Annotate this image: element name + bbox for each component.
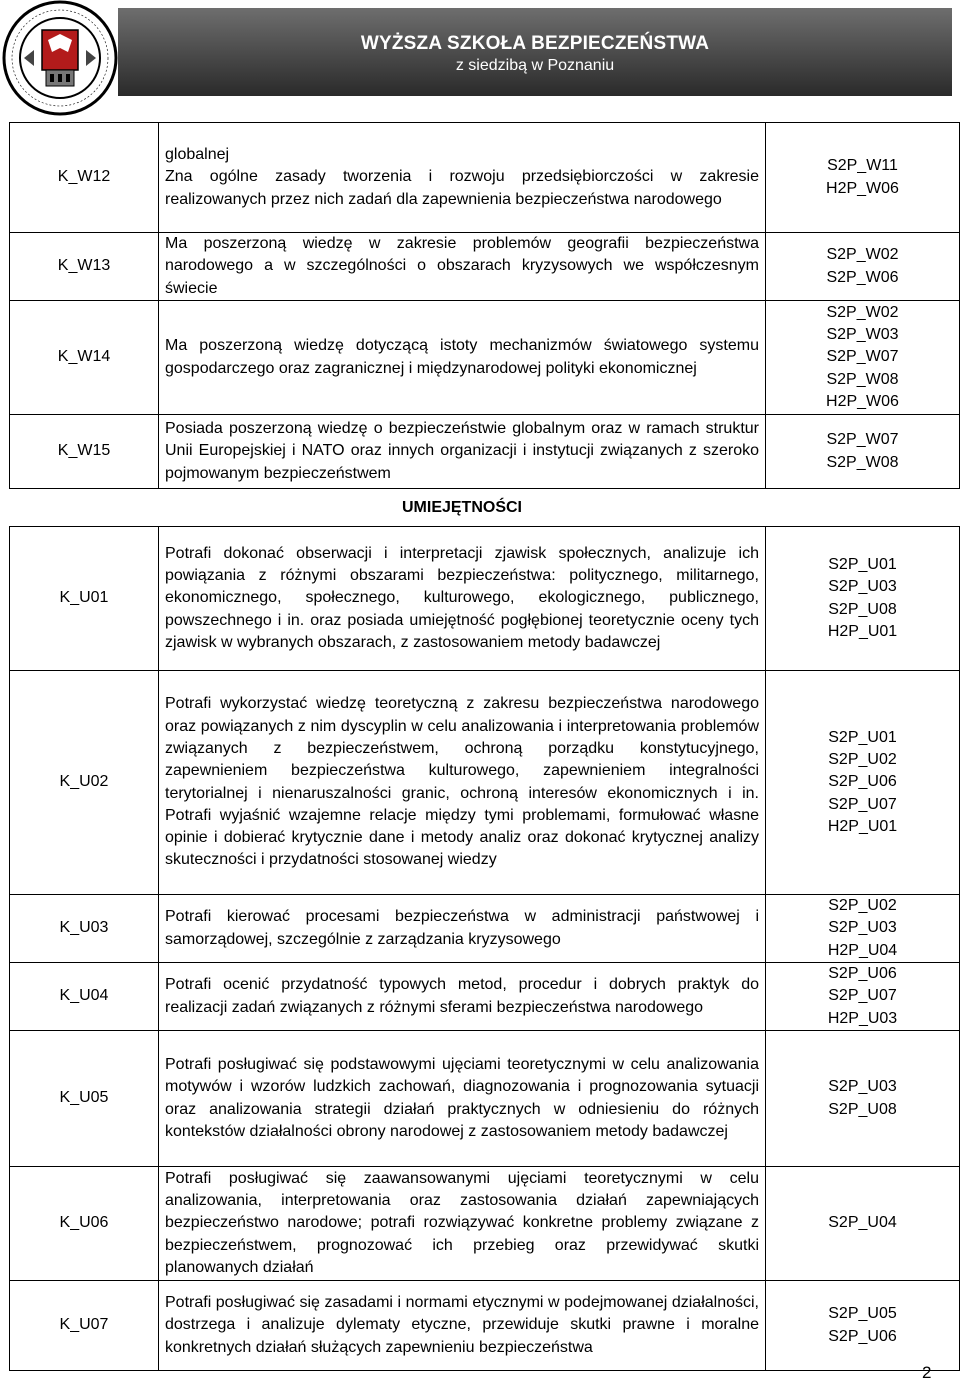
outcome-description: Potrafi wykorzystać wiedzę teoretyczną z zakresu bezpieczeństwa narodowego oraz powiązanych z nim dyscyplin w celu analizowania i interpretowania problemów związanych z bezpieczeństwem, ochroną porządku konstytucyjnego, zapewnieniem bezpieczeństwa kulturowego, zapewnieniem integralności terytorialnej i nienaruszalności granic, ochroną interesów ekonomicznych i in. Potrafi wyjaśnić wzajemne relacje między tymi problemami, formułować własne opinie i dobierać krytycznie dane i metody analiz oraz dokonać krytycznej analizy skuteczności i przydatności stosowanej wiedzy — [159, 671, 766, 895]
outcome-references: S2P_U02 S2P_U03 H2P_U04 — [766, 895, 960, 963]
table-row — [10, 1031, 960, 1167]
outcome-description — [159, 123, 766, 233]
outcome-description: Potrafi ocenić przydatność typowych metod, procedur i dobrych praktyk do realizacji zadań związanych z różnymi sferami bezpieczeństwa narodowego — [159, 963, 766, 1031]
table-row — [10, 123, 960, 233]
outcome-references: S2P_U06 S2P_U07 H2P_U03 — [766, 963, 960, 1031]
outcome-references: S2P_W11 H2P_W06 — [766, 123, 960, 233]
institution-name: WYŻSZA SZKOŁA BEZPIECZEŃSTWA — [360, 33, 710, 54]
section-header-row — [10, 489, 960, 527]
table-row — [10, 415, 960, 489]
outcome-references: S2P_U01 S2P_U03 S2P_U08 H2P_U01 — [766, 527, 960, 671]
outcome-references: S2P_U05 S2P_U06 — [766, 1281, 960, 1371]
outcome-description: Potrafi kierować procesami bezpieczeństwa w administracji państwowej i samorządowej, szczególnie z zarządzania kryzysowego — [159, 895, 766, 963]
outcome-references: S2P_W02 S2P_W03 S2P_W07 S2P_W08 H2P_W06 — [766, 301, 960, 415]
page-number: 2 — [922, 1363, 932, 1382]
outcome-references: S2P_W07 S2P_W08 — [766, 415, 960, 489]
outcome-description: Ma poszerzoną wiedzę dotyczącą istoty mechanizmów światowego systemu gospodarczego oraz zagranicznej i międzynarodowej polityki ekonomicznej — [159, 301, 766, 415]
outcome-code: K_U07 — [10, 1281, 159, 1371]
outcome-code: K_U06 — [10, 1167, 159, 1281]
outcome-code: K_W12 — [10, 123, 159, 233]
outcome-code: K_W13 — [10, 233, 159, 301]
outcome-description: Potrafi dokonać obserwacji i interpretacji zjawisk społecznych, analizuje ich powiązania z różnymi obszarami bezpieczeństwa: politycznego, militarnego, ekonomicznego, społecznego, kulturowego, ekologicznego, publicznego, powszechnego i in. oraz posiada umiejętność pogłębionej teoretycznie oceny tych zjawisk w wybranych obszarach, z zastosowaniem metody badawczej — [159, 527, 766, 671]
outcome-code: K_U02 — [10, 671, 159, 895]
section-title: UMIEJĘTNOŚCI — [401, 499, 522, 517]
description-continuation: globalnej — [165, 146, 230, 164]
outcome-description: Potrafi posługiwać się podstawowymi ujęciami teoretycznymi w celu analizowania motywów i wzorów ludzkich zachowań, diagnozowania i prognozowania sytuacji oraz analizowania strategii działań praktycznych w odniesieniu do różnych kontekstów działalności obrony narodowej z zastosowaniem metody badawczej — [159, 1031, 766, 1167]
outcome-description: Posiada poszerzoną wiedzę o bezpieczeństwie globalnym oraz w ramach struktur Unii Europejskiej i NATO oraz innych organizacji i instytucji związanych z szeroko pojmowanym bezpieczeństwem — [159, 415, 766, 489]
outcome-description: Ma poszerzoną wiedzę w zakresie problemów geografii bezpieczeństwa narodowego a w szczególności o obszarach kryzysowych we współczesnym świecie — [159, 233, 766, 301]
table-row — [10, 963, 960, 1031]
outcome-references: S2P_W02 S2P_W06 — [766, 233, 960, 301]
outcome-code: K_W14 — [10, 301, 159, 415]
document-header — [0, 0, 960, 118]
table-row — [10, 1167, 960, 1281]
outcome-code: K_U01 — [10, 527, 159, 671]
table-row — [10, 671, 960, 895]
outcome-description: Potrafi posługiwać się zasadami i normami etycznymi w podejmowanej działalności, dostrzega i analizuje dylematy etyczne, przewiduje skutki prawne i moralne konkretnych działań służących zapewnieniu bezpieczeństwa — [159, 1281, 766, 1371]
table-row — [10, 895, 960, 963]
outcome-references: S2P_U04 — [766, 1167, 960, 1281]
table-row — [10, 1281, 960, 1371]
table-row — [10, 527, 960, 671]
learning-outcomes-table — [9, 122, 960, 1371]
outcome-code: K_U05 — [10, 1031, 159, 1167]
institution-location: z siedzibą w Poznaniu — [455, 57, 615, 74]
table-row — [10, 233, 960, 301]
university-seal-icon — [2, 0, 118, 116]
outcome-description: Potrafi posługiwać się zaawansowanymi ujęciami teoretycznymi w celu analizowania, interpretowania oraz zastosowania działań zapewniających bezpieczeństwo narodowe; potrafi rozwiązywać konkretne problemy związane z bezpieczeństwem, prognozować ich przebieg oraz przewidywać skutki planowanych działań — [159, 1167, 766, 1281]
table-row — [10, 301, 960, 415]
outcome-code: K_U03 — [10, 895, 159, 963]
outcome-code: K_W15 — [10, 415, 159, 489]
description-text: Zna ogólne zasady tworzenia i rozwoju przedsiębiorczości w zakresie realizowanych przez nich zadań dla zapewnienia bezpieczeństwa narodowego — [165, 168, 759, 208]
outcome-references: S2P_U03 S2P_U08 — [766, 1031, 960, 1167]
outcome-code: K_U04 — [10, 963, 159, 1031]
outcome-references: S2P_U01 S2P_U02 S2P_U06 S2P_U07 H2P_U01 — [766, 671, 960, 895]
